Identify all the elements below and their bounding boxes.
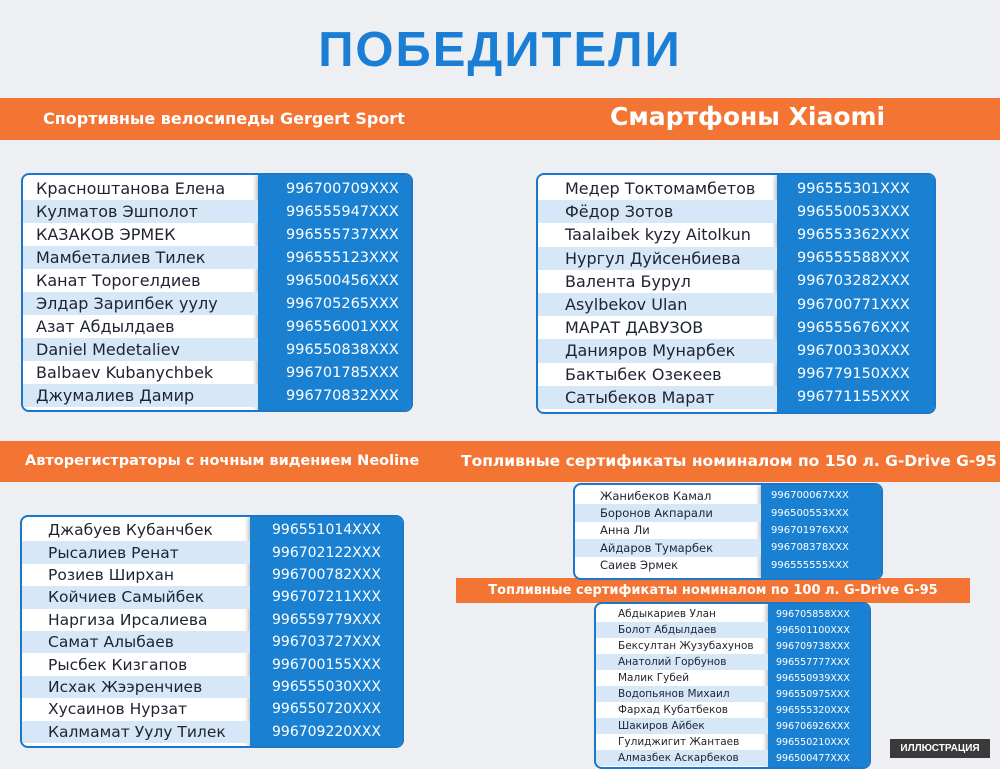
winner-name: Валента Бурул	[565, 271, 691, 291]
winner-phone: 996559779XXX	[272, 611, 381, 628]
winner-name: Наргиза Ирсалиева	[48, 610, 208, 629]
winner-name: Рысалиев Ренат	[48, 543, 179, 562]
winner-name: МАРАТ ДАВУЗОВ	[565, 318, 704, 338]
band-bikes-label: Спортивные велосипеды Gergert Sport	[43, 109, 405, 128]
winner-name: Красноштанова Елена	[36, 179, 226, 198]
table-row	[22, 586, 250, 608]
winner-phone: 996706926XXX	[776, 720, 850, 732]
winner-phone: 996550975XXX	[776, 688, 850, 700]
winner-name: Малик Губей	[618, 672, 690, 684]
winner-phone: 996550210XXX	[776, 736, 850, 748]
middle-category-band	[0, 441, 1000, 482]
winner-phone: 996779150XXX	[797, 366, 910, 383]
table-row	[23, 223, 258, 246]
table-row	[596, 750, 768, 766]
table-row	[596, 654, 768, 670]
table-row	[538, 200, 777, 223]
winner-name: Боронов Акпарали	[600, 506, 713, 521]
winner-phone: 996700771XXX	[797, 296, 910, 313]
top-category-band	[0, 98, 1000, 140]
table-row	[22, 519, 250, 541]
winner-phone: 996555301XXX	[797, 180, 910, 197]
table-row	[23, 361, 258, 384]
winner-name: Мамбеталиев Тилек	[36, 248, 206, 267]
table-row	[596, 670, 768, 686]
winner-phone: 996550720XXX	[272, 701, 381, 718]
illustration-watermark: ИЛЛЮСТРАЦИЯ	[890, 739, 990, 758]
winner-phone: 996709738XXX	[776, 640, 850, 652]
fuel100-header-bar	[456, 578, 970, 603]
table-row	[596, 638, 768, 654]
winner-name: Данияров Мунарбек	[565, 341, 736, 361]
table-row	[538, 177, 777, 200]
winner-phone: 996700782XXX	[272, 566, 381, 583]
band-fuel150-label: Топливные сертификаты номиналом по 150 л. G-Drive G-95	[461, 452, 997, 470]
winner-name: Исхак Жээренчиев	[48, 677, 203, 696]
winner-phone: 996550053XXX	[797, 203, 910, 220]
winner-phone: 996703282XXX	[797, 273, 910, 290]
winner-name: Гулиджигит Жантаев	[618, 736, 740, 748]
table-row	[23, 384, 258, 407]
table-row	[23, 246, 258, 269]
winner-name: Daniel Medetaliev	[36, 340, 181, 359]
winner-phone: 996557777XXX	[776, 656, 850, 668]
winner-phone: 996555555XXX	[771, 559, 849, 571]
winner-name: Нургул Дуйсенбиева	[565, 248, 741, 268]
winner-phone: 996702122XXX	[272, 544, 381, 561]
table-row	[23, 338, 258, 361]
dvr-winners-table	[20, 515, 404, 748]
winner-name: Рысбек Кизгапов	[48, 655, 188, 674]
table-row	[538, 316, 777, 339]
table-row	[23, 269, 258, 292]
winner-phone: 996700155XXX	[272, 656, 381, 673]
winner-phone: 996703727XXX	[272, 634, 381, 651]
table-row	[22, 609, 250, 631]
winner-name: КАЗАКОВ ЭРМЕК	[36, 225, 176, 244]
winner-name: Айдаров Тумарбек	[600, 540, 714, 555]
winner-name: Калмамат Уулу Тилек	[48, 722, 226, 741]
table-row	[538, 223, 777, 246]
winner-phone: 996705265XXX	[286, 295, 399, 312]
table-row	[575, 557, 761, 574]
winner-phone: 996500553XXX	[771, 507, 849, 519]
winner-name: Balbaev Kubanychbek	[36, 363, 214, 382]
winner-name: Кулматов Эшполот	[36, 202, 198, 221]
winner-name: Розиев Ширхан	[48, 565, 175, 584]
winner-name: Канат Торогелдиев	[36, 271, 201, 290]
fuel100-header-label: Топливные сертификаты номиналом по 100 л. G-Drive G-95	[488, 583, 938, 598]
table-row	[22, 564, 250, 586]
winner-name: Бексултан Жузубахунов	[618, 640, 754, 652]
winner-name: Хусаинов Нурзат	[48, 700, 188, 719]
winner-name: Анна Ли	[600, 523, 650, 538]
winner-phone: 996551014XXX	[272, 522, 381, 539]
table-row	[575, 539, 761, 556]
fuel100-winners-table	[594, 602, 871, 769]
table-row	[575, 504, 761, 521]
winner-phone: 996701785XXX	[286, 364, 399, 381]
table-row	[22, 631, 250, 653]
table-row	[23, 200, 258, 223]
table-row	[596, 718, 768, 734]
winner-phone: 996500477XXX	[776, 752, 850, 764]
table-row	[538, 386, 777, 409]
table-row	[538, 363, 777, 386]
winner-phone: 996555588XXX	[797, 250, 910, 267]
winner-phone: 996555320XXX	[776, 704, 850, 716]
table-row	[575, 522, 761, 539]
table-row	[22, 721, 250, 743]
winner-phone: 996707211XXX	[272, 589, 381, 606]
table-row	[23, 315, 258, 338]
winner-phone: 996708378XXX	[771, 542, 849, 554]
winner-phone: 996556001XXX	[286, 318, 399, 335]
winner-phone: 996555947XXX	[286, 203, 399, 220]
winner-phone: 996700330XXX	[797, 342, 910, 359]
winner-name: Сатыбеков Марат	[565, 387, 715, 407]
table-row	[596, 622, 768, 638]
winner-name: Жанибеков Камал	[600, 488, 712, 503]
winner-name: Водопьянов Михаил	[618, 688, 730, 700]
winner-phone: 996550838XXX	[286, 341, 399, 358]
winner-name: Asylbekov Ulan	[565, 295, 688, 315]
winner-name: Бактыбек Озекеев	[565, 364, 722, 384]
table-row	[596, 686, 768, 702]
table-row	[538, 339, 777, 362]
table-row	[575, 487, 761, 504]
band-dvr-label: Авторегистраторы с ночным видением Neoline	[25, 453, 420, 469]
winner-phone: 996555030XXX	[272, 678, 381, 695]
winner-phone: 996700067XXX	[771, 490, 849, 502]
winner-phone: 996550939XXX	[776, 672, 850, 684]
winner-name: Джумалиев Дамир	[36, 386, 195, 405]
winner-name: Алмазбек Аскарбеков	[618, 752, 739, 764]
winner-phone: 996771155XXX	[797, 389, 910, 406]
table-row	[596, 702, 768, 718]
winner-phone: 996501100XXX	[776, 624, 850, 636]
band-phones-label: Смартфоны Xiaomi	[610, 102, 886, 131]
winner-phone: 996700709XXX	[286, 180, 399, 197]
fuel150-winners-table	[573, 483, 883, 580]
winner-phone: 996555676XXX	[797, 319, 910, 336]
table-row	[23, 292, 258, 315]
table-row	[596, 606, 768, 622]
winner-name: Самат Алыбаев	[48, 633, 174, 652]
winner-name: Шакиров Айбек	[618, 720, 705, 732]
page-title: ПОБЕДИТЕЛИ	[318, 23, 682, 77]
table-row	[23, 177, 258, 200]
table-row	[22, 676, 250, 698]
winner-phone: 996500456XXX	[286, 272, 399, 289]
winner-name: Анатолий Горбунов	[618, 656, 727, 668]
winner-name: Азат Абдылдаев	[36, 317, 175, 336]
winner-phone: 996701976XXX	[771, 524, 849, 536]
winner-name: Койчиев Самыйбек	[48, 588, 205, 607]
phones-winners-table	[536, 173, 936, 414]
table-row	[22, 653, 250, 675]
winner-name: Саиев Эрмек	[600, 558, 679, 573]
winner-phone: 996553362XXX	[797, 226, 910, 243]
winner-name: Медер Токтомамбетов	[565, 179, 756, 199]
winner-phone: 996770832XXX	[286, 387, 399, 404]
table-row	[596, 734, 768, 750]
winner-name: Taalaibek kyzy Aitolkun	[565, 225, 751, 245]
winner-name: Болот Абдылдаев	[618, 624, 717, 636]
winner-phone: 996705858XXX	[776, 608, 850, 620]
bikes-winners-table	[21, 173, 413, 412]
table-row	[538, 270, 777, 293]
table-row	[538, 293, 777, 316]
table-row	[22, 698, 250, 720]
winner-name: Фёдор Зотов	[565, 202, 674, 222]
winner-phone: 996555737XXX	[286, 226, 399, 243]
winner-phone: 996709220XXX	[272, 723, 381, 740]
table-row	[538, 247, 777, 270]
winner-name: Элдар Зарипбек уулу	[36, 294, 218, 313]
winner-name: Джабуев Кубанчбек	[48, 521, 213, 540]
winner-name: Абдыкариев Улан	[618, 608, 716, 620]
winner-name: Фархад Кубатбеков	[618, 704, 728, 716]
winner-phone: 996555123XXX	[286, 249, 399, 266]
table-row	[22, 541, 250, 563]
